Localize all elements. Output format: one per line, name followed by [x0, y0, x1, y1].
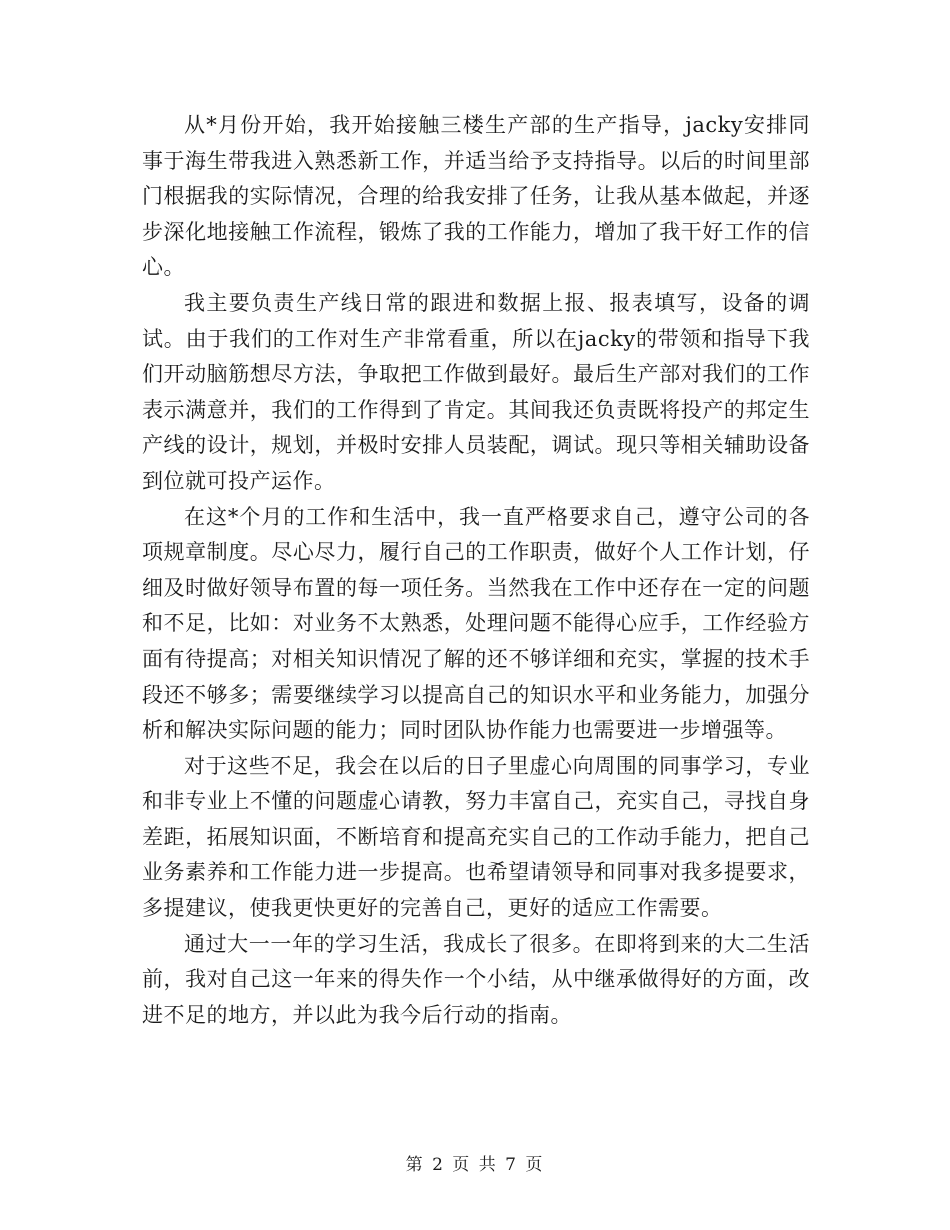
paragraph-4: 对于这些不足，我会在以后的日子里虚心向周围的同事学习，专业和非专业上不懂的问题虚心请教，努力丰富自己，充实自己，寻找自身差距，拓展知识面，不断培育和提高充实自己的工作动手能力，把自己业务素养和工作能力进一步提高。也希望请领导和同事对我多提要求，多提建议，使我更快更好的完善自己，更好的适应工作需要。	[142, 753, 810, 921]
page-number-footer: 第 2 页 共 7 页	[405, 1155, 545, 1175]
paragraph-2: 我主要负责生产线日常的跟进和数据上报、报表填写，设备的调试。由于我们的工作对生产非常看重，所以在jacky的带领和指导下我们开动脑筋想尽方法，争取把工作做到最好。最后生产部对我们的工作表示满意并，我们的工作得到了肯定。其间我还负责既将投产的邦定生产线的设计，规划，并极时安排人员装配，调试。现只等相关辅助设备到位就可投产运作。	[142, 290, 810, 493]
paragraph-1: 从*月份开始，我开始接触三楼生产部的生产指导，jacky安排同事于海生带我进入熟悉新工作，并适当给予支持指导。以后的时间里部门根据我的实际情况，合理的给我安排了任务，让我从基本做起，并逐步深化地接触工作流程，锻炼了我的工作能力，增加了我干好工作的信心。	[142, 113, 810, 280]
paragraph-5: 通过大一一年的学习生活，我成长了很多。在即将到来的大二生活前，我对自己这一年来的得失作一个小结，从中继承做得好的方面，改进不足的地方，并以此为我今后行动的指南。	[142, 931, 810, 1027]
paragraph-3: 在这*个月的工作和生活中，我一直严格要求自己，遵守公司的各项规章制度。尽心尽力，履行自己的工作职责，做好个人工作计划，仔细及时做好领导布置的每一项任务。当然我在工作中还存在一定的问题和不足，比如：对业务不太熟悉，处理问题不能得心应手，工作经验方面有待提高；对相关知识情况了解的还不够详细和充实，掌握的技术手段还不够多；需要继续学习以提高自己的知识水平和业务能力，加强分析和解决实际问题的能力；同时团队协作能力也需要进一步增强等。	[142, 504, 810, 743]
document-body	[142, 108, 810, 1033]
